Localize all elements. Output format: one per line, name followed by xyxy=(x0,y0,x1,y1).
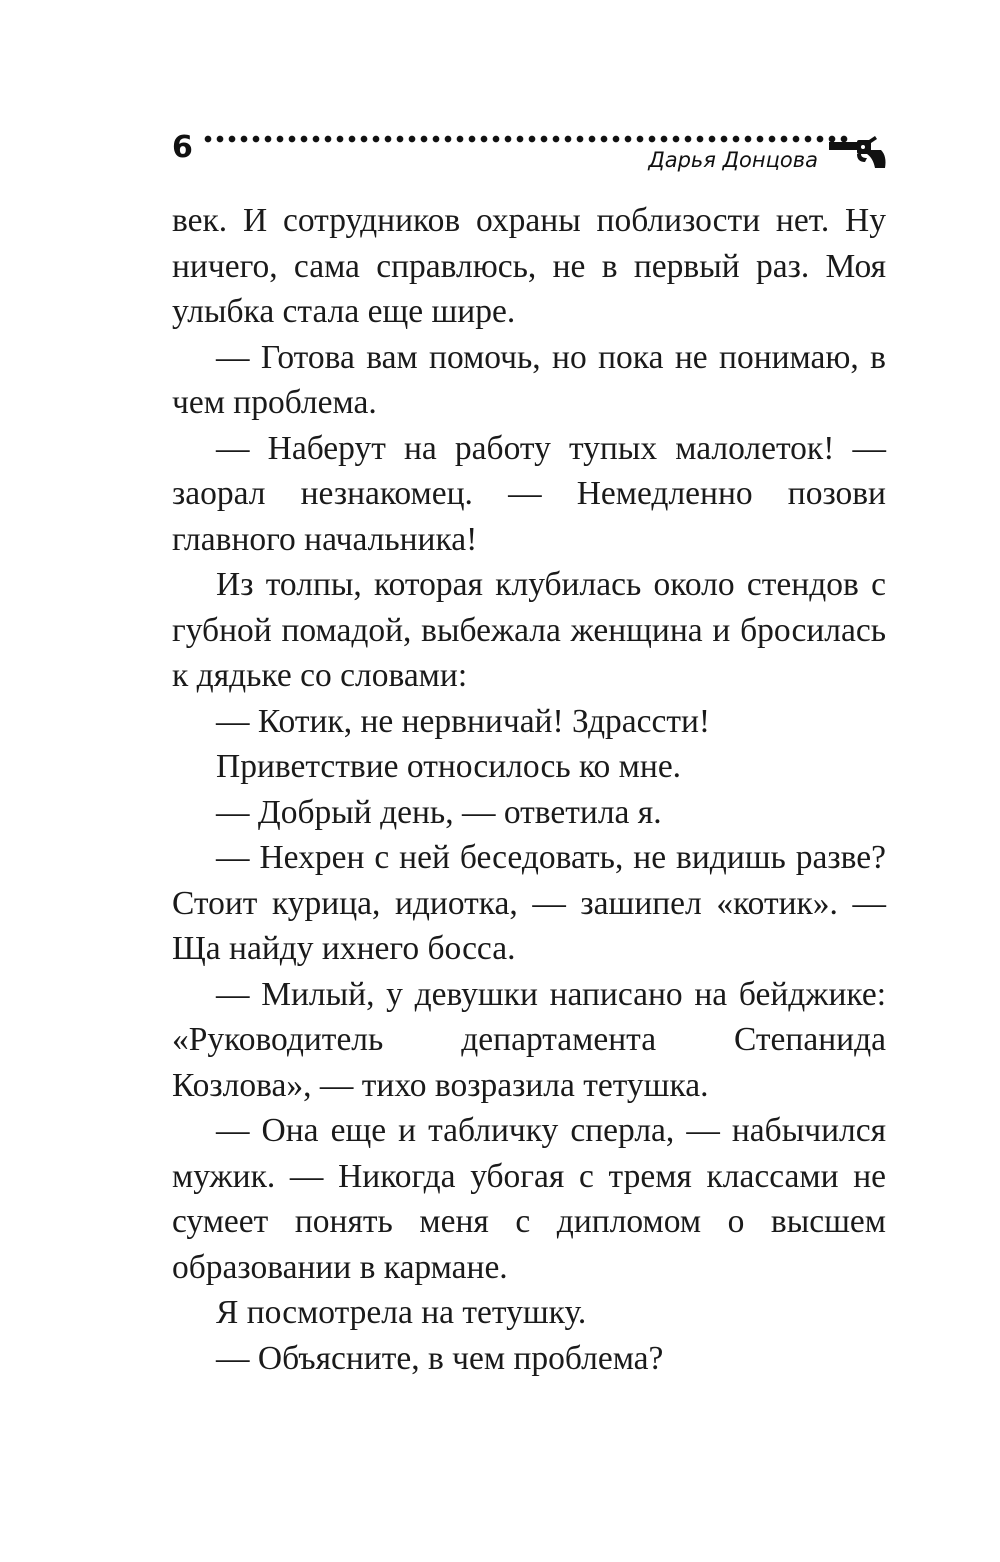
page-header xyxy=(172,128,888,178)
dotted-rule xyxy=(202,132,850,146)
paragraph: — Котик, не нервничай! Здрасcти! xyxy=(216,702,711,740)
paragraph: — Добрый день, — ответила я. xyxy=(216,793,662,831)
body-text xyxy=(172,198,886,1381)
paragraph: — Нехрен с ней беседовать, не видишь разве? Стоит курица, идиотка, — зашипел «котик». — Ща найду ихнего босса. xyxy=(172,839,886,967)
paragraph: — Она еще и табличку сперла, — набычился мужик. — Никогда убогая с тремя классами не сумеет понять меня с дипломом о высшем образовании в кармане. xyxy=(172,1112,886,1286)
paragraph: Приветствие относилось ко мне. xyxy=(216,748,682,785)
paragraph: — Готова вам помочь, но пока не понимаю, в чем проблема. xyxy=(172,338,886,421)
paragraph: — Объясните, в чем проблема? xyxy=(216,1339,664,1377)
paragraph: — Милый, у девушки написано на бейджике: «Руководитель департамента Степанида Козлова», — тихо возразила тетушка. xyxy=(172,975,886,1104)
paragraph: Я посмотрела на тетушку. xyxy=(216,1294,587,1331)
paragraph: Из толпы, которая клубилась около стендов с губной помадой, выбежала женщина и бросилась к дядьке со словами: xyxy=(172,566,886,694)
running-head-author: Дарья Донцова xyxy=(648,148,818,172)
paragraph: век. И сотрудников охраны поблизости нет. Ну ничего, сама справлюсь, не в первый раз. Моя улыбка стала еще шире. xyxy=(172,202,886,330)
paragraph: — Наберут на работу тупых малолеток! — заорал незнакомец. — Немедленно позови главного начальника! xyxy=(172,429,886,558)
page-number: 6 xyxy=(172,130,193,165)
pistol-icon xyxy=(827,134,889,170)
